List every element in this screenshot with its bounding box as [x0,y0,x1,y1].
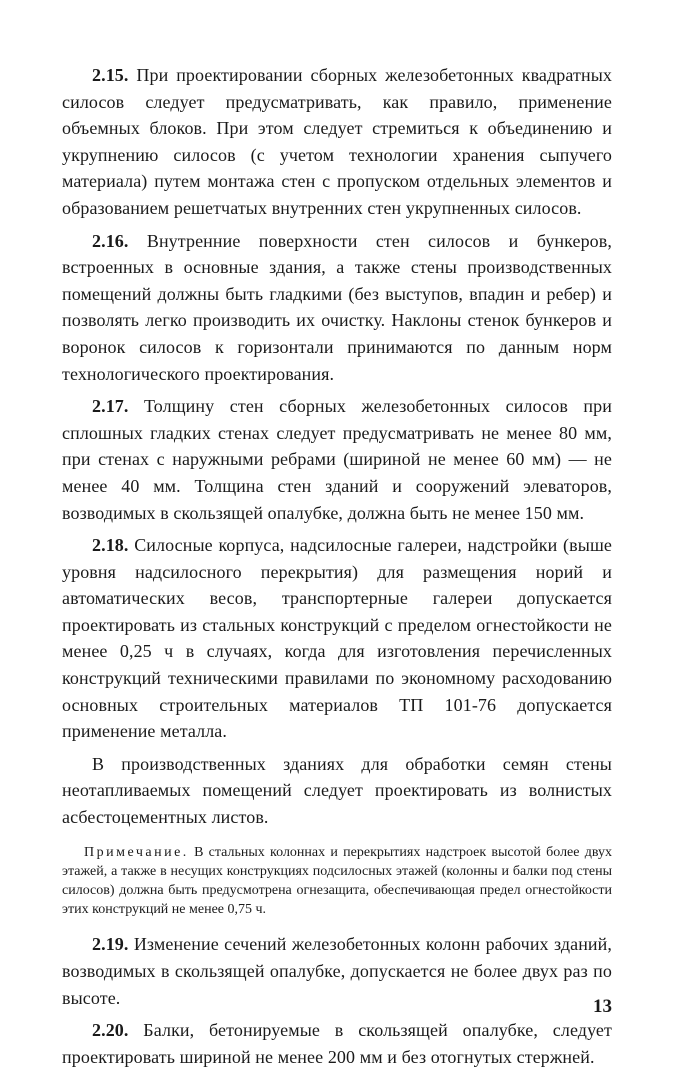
paragraph-text: При проектировании сборных железобетонных квадратных силосов следует предусматривать, как правило, применение объемных блоков. При этом следует стремиться к объединению и укрупнению силосов (с учетом технологии хранения сыпучего материала) путем монтажа стен с пропуском отдельных элементов и образованием решетчатых внутренних стен укрупненных силосов. [62,65,612,218]
page-number: 13 [593,996,612,1017]
paragraph-number: 2.20. [92,1020,129,1041]
paragraph-text: Толщину стен сборных железобетонных силосов при сплошных гладких стенах следует предусматривать не менее 80 мм, при стенах с наружными ребрами (шириной не менее 60 мм) — не менее 40 мм. Толщина стен зданий и сооружений элеваторов, возводимых в скользящей опалубке, должна быть не менее 150 мм. [62,396,613,523]
paragraph-2-17 [62,393,612,526]
paragraph-2-19 [62,931,612,1011]
note-label: Примечание. [84,844,189,860]
paragraph-number: 2.18. [92,535,129,556]
paragraph-number: 2.15. [92,65,129,85]
paragraph-text: Силосные корпуса, надсилосные галереи, надстройки (выше уровня надсилосного перекрытия) для размещения норий и автоматических весов, транспортерные галереи допускается проектировать из стальных конструкций с пределом огнестойкости не менее 0,25 ч в случаях, когда для изготовления перечисленных конструкций техническими правилами по экономному расходованию основных строительных материалов ТП 101-76 допускается применение металла. [62,535,612,742]
paragraph-2-16 [62,228,612,388]
paragraph-text: Балки, бетонируемые в скользящей опалубке, следует проектировать шириной не менее 200 мм и без отогнутых стержней. [62,1020,612,1067]
paragraph-2-15 [62,62,612,222]
paragraph-text: Изменение сечений железобетонных колонн рабочих зданий, возводимых в скользящей опалубке, допускается не более двух раз по высоте. [62,934,612,1008]
paragraph-text: Внутренние поверхности стен силосов и бункеров, встроенных в основные здания, а также стены производственных помещений должны быть гладкими (без выступов, впадин и ребер) и позволять легко производить их очистку. Наклоны стенок бункеров и воронок силосов к горизонтали принимаются по данным норм технологического проектирования. [62,230,612,384]
paragraph-2-18-continuation [62,751,612,831]
document-page [62,62,612,1076]
note [62,843,612,920]
paragraph-number: 2.16. [92,230,129,251]
paragraph-2-20 [62,1017,612,1070]
paragraph-2-18 [62,532,612,745]
paragraph-number: 2.17. [92,396,129,417]
note-text: В стальных колоннах и перекрытиях надстроек высотой более двух этажей, а также в несущих конструкциях подсилосных этажей (колонны и балки под стены силосов) должна быть предусмотрена огнезащита, обеспечивающая предел огнестойкости этих конструкций не менее 0,75 ч. [62,844,613,918]
paragraph-text: В производственных зданиях для обработки семян стены неотапливаемых помещений следует проектировать из волнистых асбестоцементных листов. [62,753,612,828]
paragraph-number: 2.19. [92,934,129,955]
